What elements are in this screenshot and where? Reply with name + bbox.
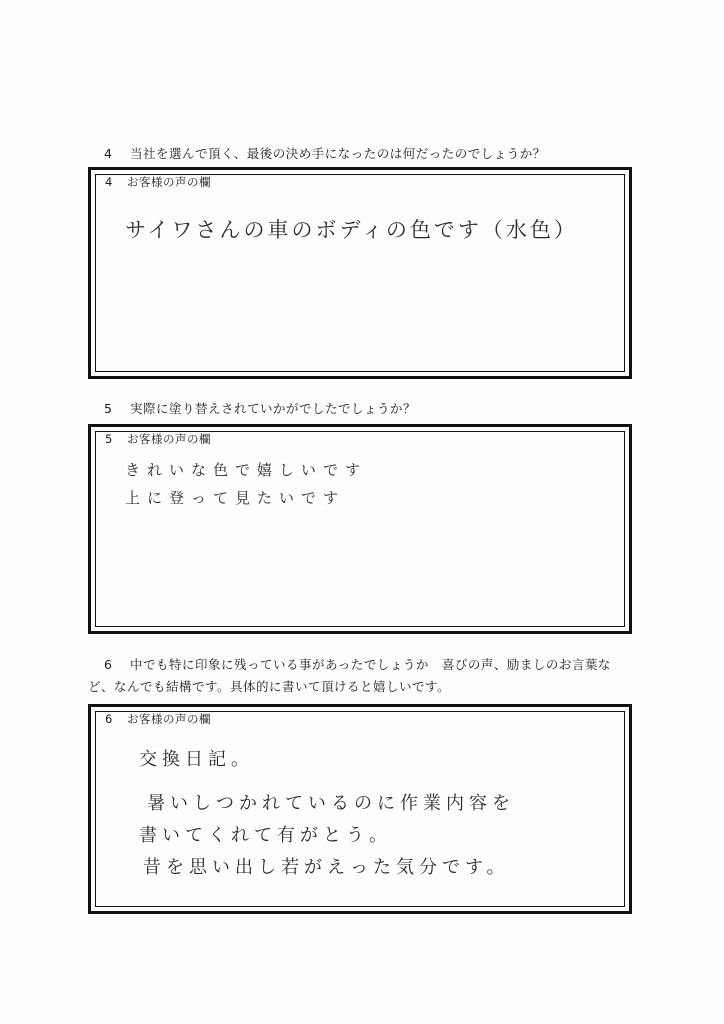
answer-box-6 [88, 704, 632, 914]
question-4-text: 当社を選んで頂く、最後の決め手になったのは何だったのでしょうか？ [130, 146, 546, 161]
answer-6-line-1: 交換日記。 [139, 749, 254, 770]
answer-5-line-1: きれいな色で嬉しいです [125, 461, 368, 479]
answer-box-4-title: お客様の声の欄 [127, 175, 211, 189]
question-6-text-line-1: 中でも特に印象に残っている事があったでしょうか 喜びの声、励ましのお言葉な [130, 657, 611, 672]
question-5-text: 実際に塗り替えされていかがでしたでしょうか？ [130, 401, 417, 416]
question-5 [88, 398, 628, 420]
answer-4-line-1: サイワさんの車のボディの色です（水色） [125, 218, 578, 242]
answer-box-5-number: 5 [105, 432, 113, 446]
answer-box-6-number: 6 [105, 712, 113, 726]
answer-box-5 [88, 424, 632, 634]
answer-box-6-title: お客様の声の欄 [127, 712, 211, 726]
question-6-number: 6 [104, 657, 113, 672]
question-4-number: 4 [104, 146, 113, 161]
answer-6-line-2: 暑いしつかれているのに作業内容を [147, 793, 515, 814]
question-4 [88, 143, 628, 165]
question-5-number: 5 [104, 401, 113, 416]
answer-box-6-label [105, 711, 211, 727]
answer-box-4-label [105, 174, 211, 190]
answer-5-line-2: 上に登って見たいです [125, 489, 346, 507]
answer-6-line-3: 書いてくれて有がとう。 [139, 825, 392, 846]
answer-6-line-4: 昔を思い出し若がえった気分です。 [143, 857, 510, 878]
answer-box-5-label [105, 431, 211, 447]
answer-box-4-inner-border [95, 174, 625, 372]
answer-box-4 [88, 167, 632, 379]
question-6-text-line-2: ど、なんでも結構です。具体的に書いて頂けると嬉しいです。 [88, 679, 451, 694]
question-6 [88, 654, 628, 698]
answer-box-4-number: 4 [105, 175, 113, 189]
answer-box-5-title: お客様の声の欄 [127, 432, 211, 446]
